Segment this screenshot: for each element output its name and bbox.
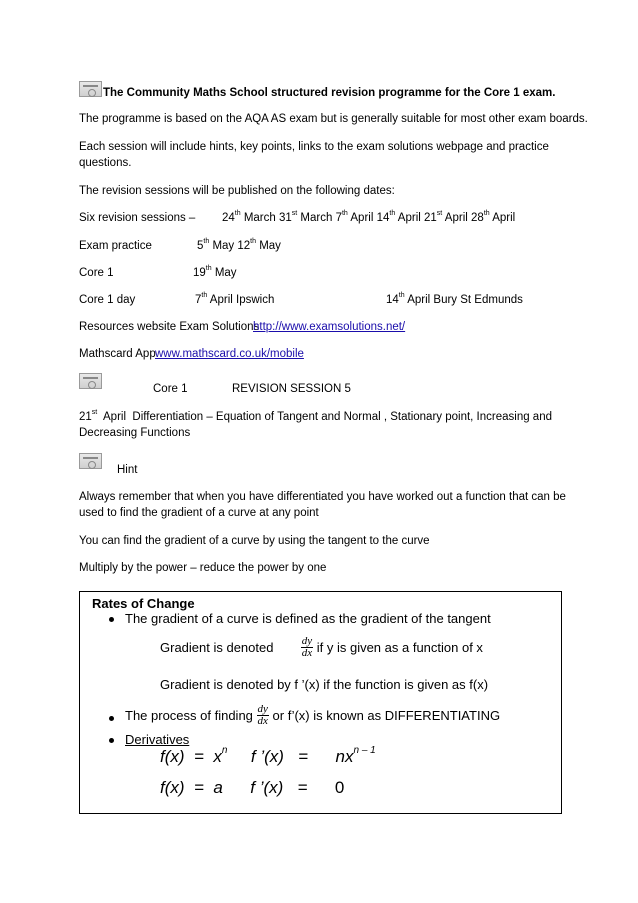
school-logo-icon	[79, 453, 102, 469]
bullet-icon	[109, 617, 114, 622]
school-logo-icon	[79, 81, 102, 97]
school-logo-icon	[79, 373, 102, 389]
core1-day-label: Core 1 day	[79, 294, 136, 306]
hint-paragraph-1a: Always remember that when you have differentiated you have worked out a function that can be	[79, 491, 566, 503]
core1-day-ipswich: 7th April Ipswich	[195, 292, 275, 306]
derivative-constant-rule: f(x) = a f ’(x) = 0	[160, 778, 345, 797]
hint-label: Hint	[117, 464, 138, 476]
bullet-icon	[109, 738, 114, 743]
hint-paragraph-2: You can find the gradient of a curve by using the tangent to the curve	[79, 535, 430, 547]
mathscard-link[interactable]: www.mathscard.co.uk/mobile	[155, 348, 304, 360]
intro-paragraph-3: The revision sessions will be published on the following dates:	[79, 185, 395, 197]
box-heading: Rates of Change	[92, 596, 195, 611]
hint-paragraph-3: Multiply by the power – reduce the power by one	[79, 562, 327, 574]
session-description-2: Decreasing Functions	[79, 427, 191, 439]
core1-date: 19th May	[193, 265, 237, 279]
date-3: 7th April	[335, 210, 377, 224]
date-2: 31st March	[278, 210, 336, 224]
gradient-notation-dydx: Gradient is denoted $\frac{dy}{dx}$ if y is given as a function of x	[160, 635, 483, 659]
six-sessions-label: Six revision sessions –	[79, 212, 196, 224]
resources-label: Resources website Exam Solutions	[79, 321, 260, 333]
gradient-definition: The gradient of a curve is defined as the gradient of the tangent	[125, 611, 491, 626]
core1-label: Core 1	[79, 267, 114, 279]
differentiating-definition: The process of finding $\frac{dy}{dx}$ or f’(x) is known as DIFFERENTIATING	[125, 703, 501, 727]
dy-dx-fraction: $\frac{dy}{dx}$	[257, 703, 268, 727]
session-core: Core 1	[153, 383, 188, 395]
page-title: The Community Maths School structured revision programme for the Core 1 exam.	[103, 87, 556, 99]
date-1: 24th March	[222, 210, 279, 224]
date-6: 28th April	[471, 210, 516, 224]
exam-solutions-link[interactable]: http://www.examsolutions.net/	[253, 321, 406, 333]
exam-practice-dates: 5th May 12th May	[197, 238, 281, 252]
rates-of-change-box	[79, 591, 562, 814]
mathscard-label: Mathscard App	[79, 348, 156, 360]
date-4: 14th April	[376, 210, 424, 224]
core1-day-bury: 14th April Bury St Edmunds	[386, 292, 523, 306]
gradient-notation-fprime: Gradient is denoted by f ’(x) if the function is given as f(x)	[160, 677, 489, 692]
session-name: REVISION SESSION 5	[232, 383, 351, 395]
bullet-icon	[109, 716, 114, 721]
intro-paragraph-2b: questions.	[79, 157, 132, 169]
hint-paragraph-1b: used to find the gradient of a curve at any point	[79, 507, 319, 519]
session-description: 21st April Differentiation – Equation of Tangent and Normal , Stationary point, Increasing and	[79, 409, 552, 423]
derivative-power-rule: $f(x) = x^n$ f ’(x) = $nx^{n - 1}$	[160, 745, 376, 766]
dy-dx-fraction: $\frac{dy}{dx}$	[301, 635, 313, 659]
date-5: 21st April	[424, 210, 472, 224]
exam-practice-label: Exam practice	[79, 240, 152, 252]
intro-paragraph-2a: Each session will include hints, key points, links to the exam solutions webpage and practice	[79, 141, 549, 153]
six-sessions-dates	[222, 212, 515, 224]
intro-paragraph-1: The programme is based on the AQA AS exam but is generally suitable for most other exam boards.	[79, 113, 588, 125]
derivatives-heading: Derivatives	[125, 732, 190, 747]
